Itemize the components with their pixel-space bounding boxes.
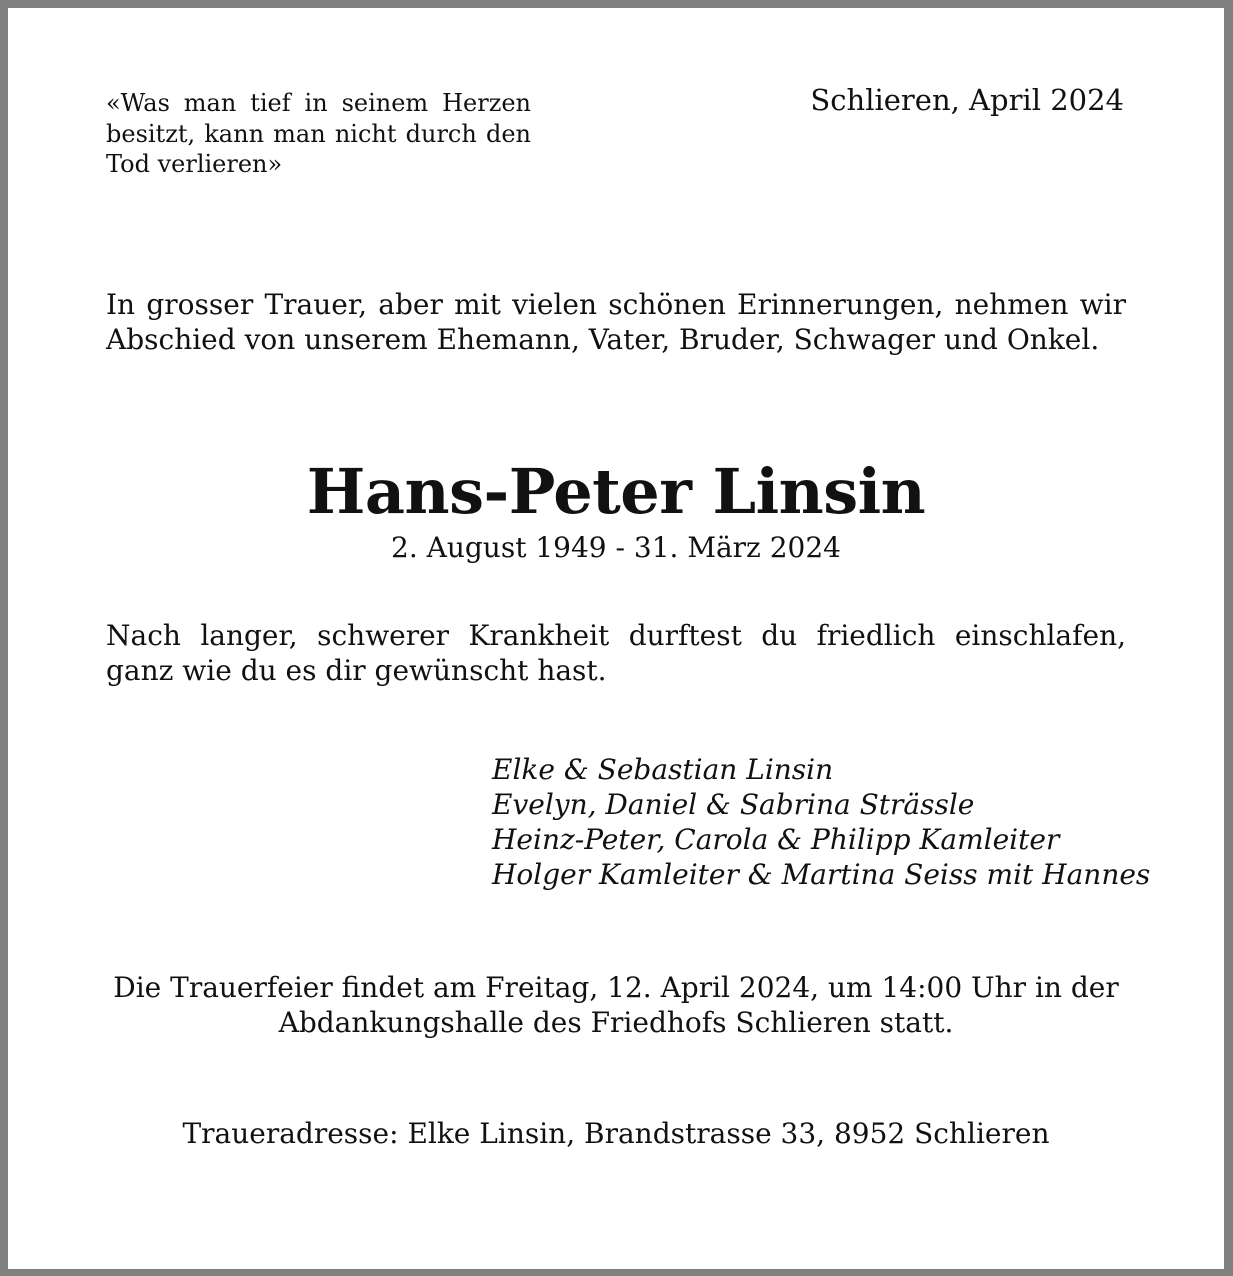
family-member-line: Heinz-Peter, Carola & Philipp Kamleiter (492, 823, 1060, 856)
ceremony-line: Abdankungshalle des Friedhofs Schlieren statt. (278, 1006, 954, 1039)
place-and-date: Schlieren, April 2024 (810, 83, 1124, 117)
family-member-line: Evelyn, Daniel & Sabrina Strässle (492, 788, 975, 821)
family-signatures (492, 752, 1150, 892)
passing-paragraph: Nach langer, schwerer Krankheit durftest du friedlich einschlafen, ganz wie du es dir gewünscht hast. (106, 619, 1126, 687)
obituary-page (8, 8, 1224, 1269)
family-member-line: Holger Kamleiter & Martina Seiss mit Hannes (492, 858, 1151, 891)
ceremony-info (106, 970, 1126, 1040)
ceremony-line: Die Trauerfeier findet am Freitag, 12. April 2024, um 14:00 Uhr in der (113, 971, 1119, 1004)
mourning-address: Traueradresse: Elke Linsin, Brandstrasse 33, 8952 Schlieren (182, 1117, 1050, 1150)
family-member-line: Elke & Sebastian Linsin (492, 753, 834, 786)
deceased-name: Hans-Peter Linsin (306, 455, 926, 528)
memorial-quote: «Was man tief in seinem Herzen besitzt, kann man nicht durch den Tod verlieren» (106, 89, 531, 178)
intro-paragraph: In grosser Trauer, aber mit vielen schönen Erinnerungen, nehmen wir Abschied von unserem Ehemann, Vater, Bruder, Schwager und Onkel. (106, 288, 1126, 356)
life-dates: 2. August 1949 - 31. März 2024 (391, 531, 841, 564)
